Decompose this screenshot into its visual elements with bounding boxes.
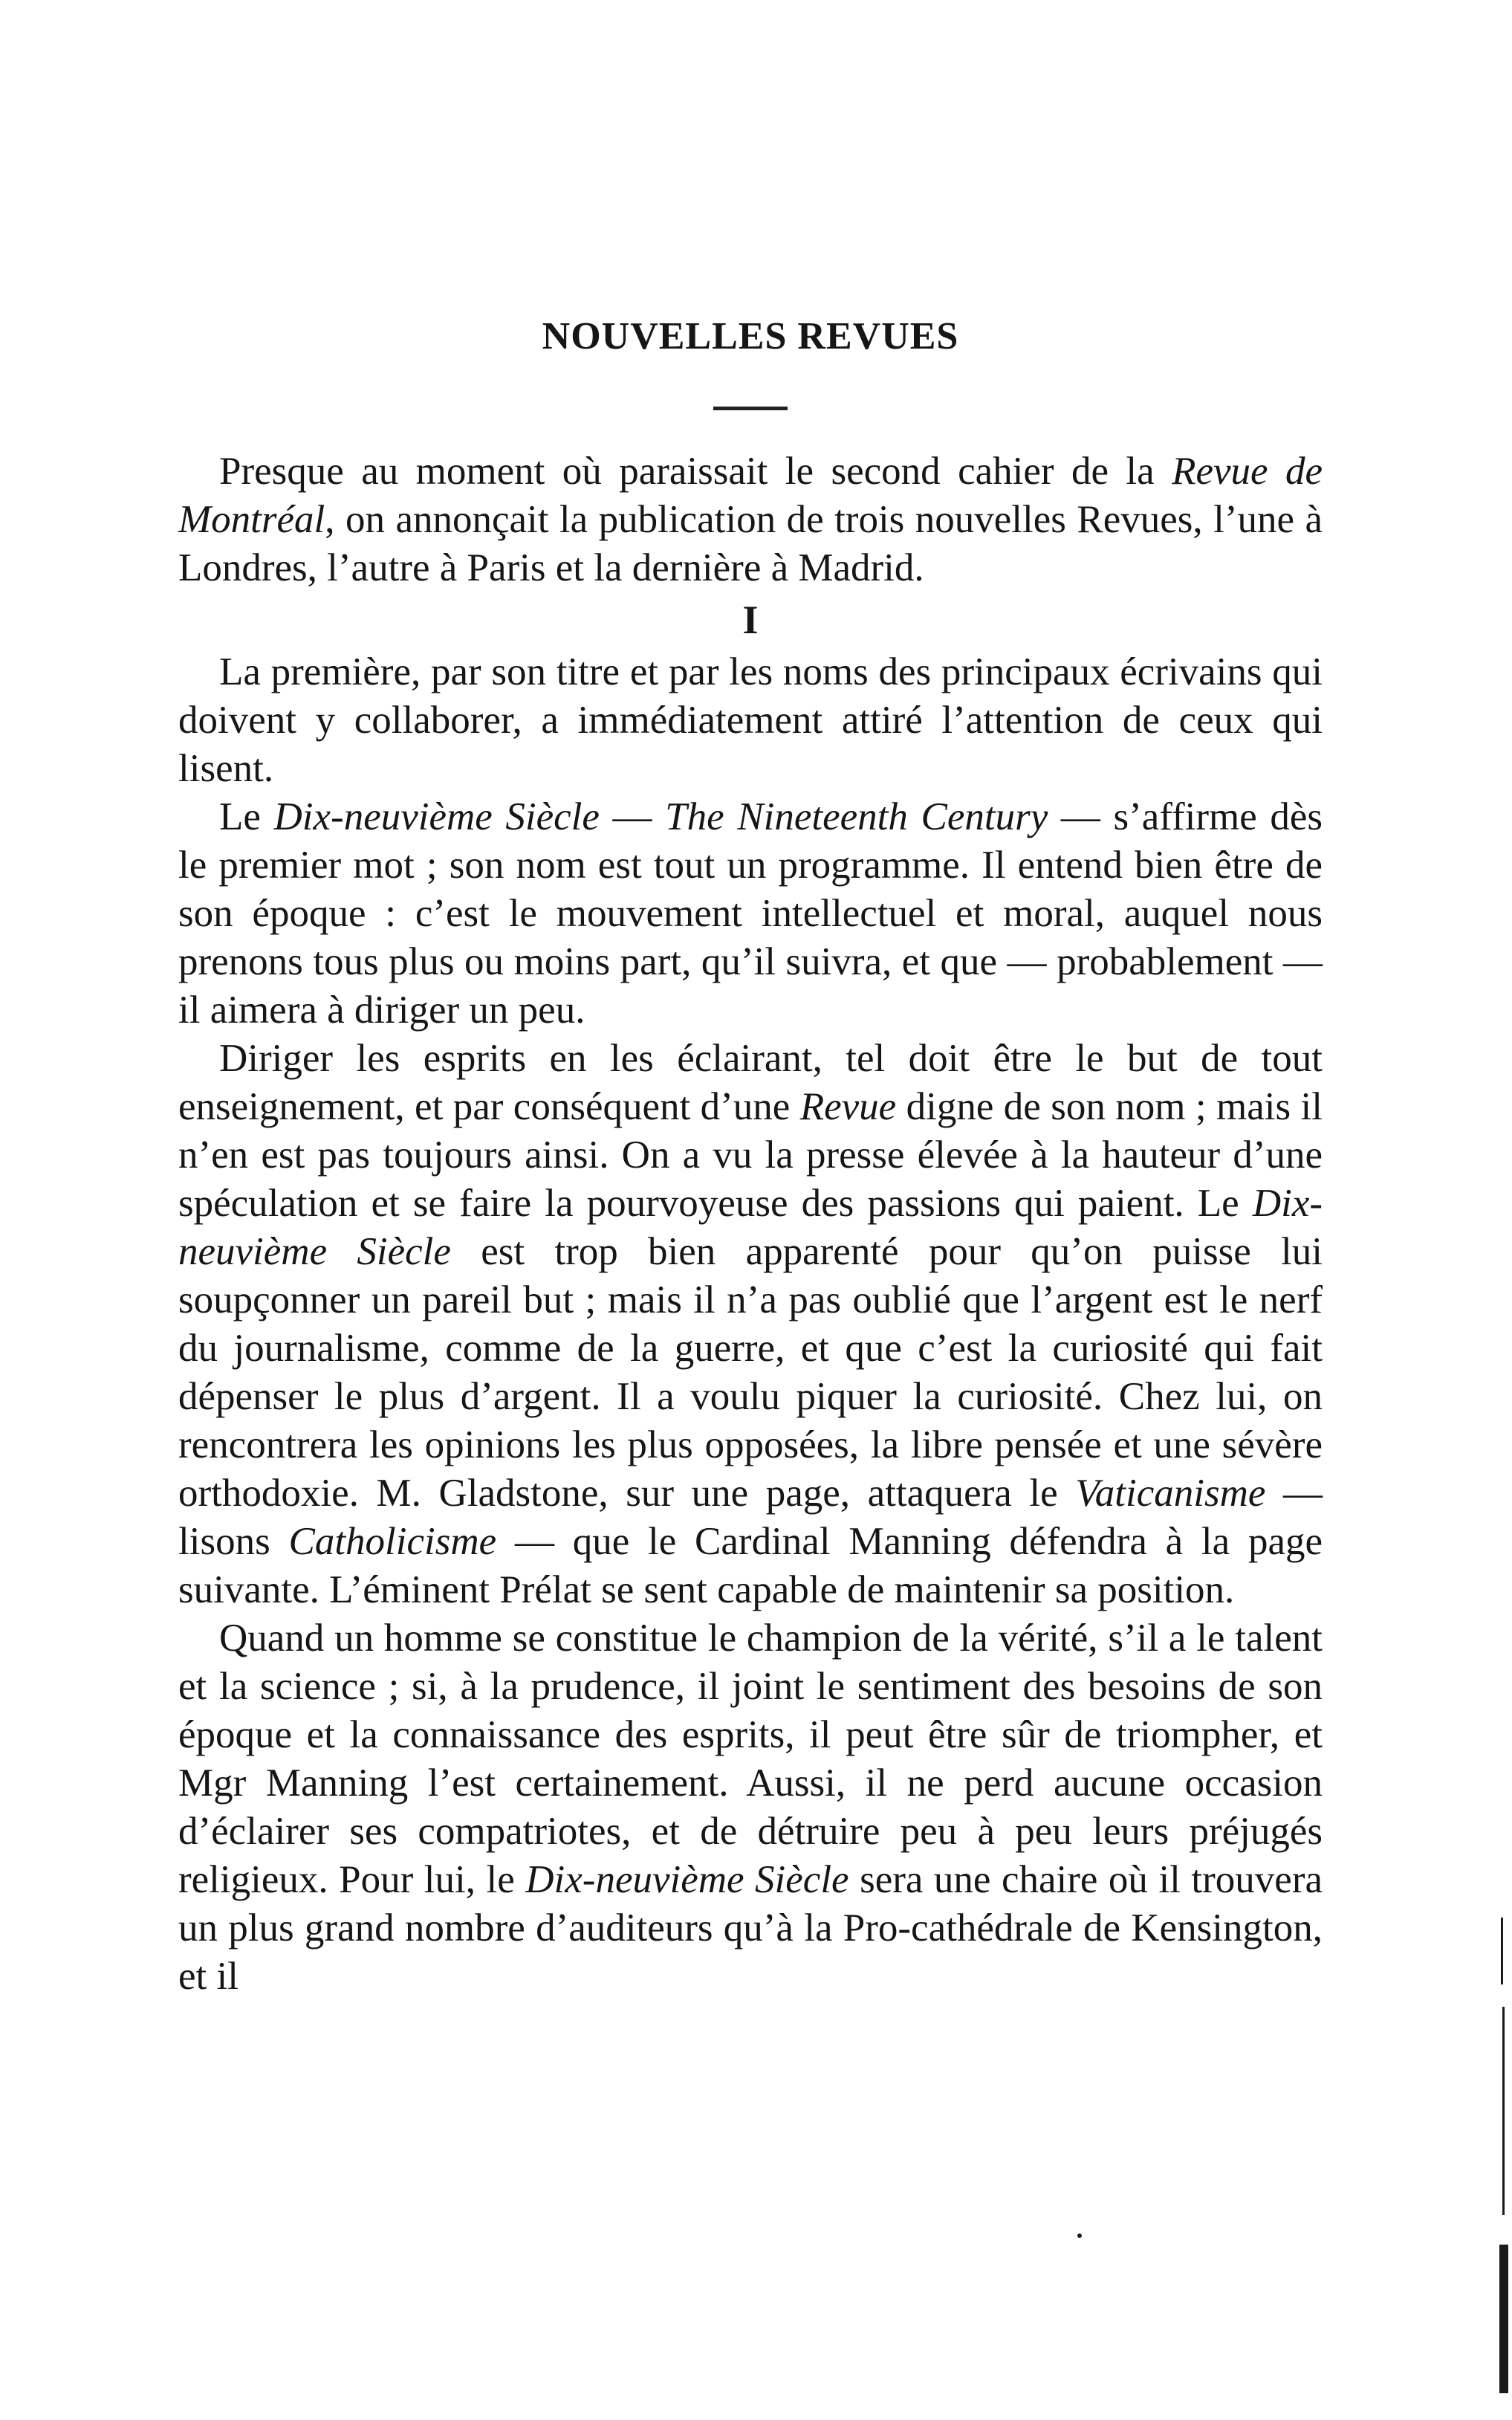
scan-edge-mark	[1499, 2245, 1508, 2393]
page-body	[178, 312, 1323, 2001]
italic-text: Revue de Montréal	[178, 450, 1323, 541]
section-number: I	[742, 598, 759, 642]
scan-edge-mark	[1501, 1918, 1503, 1984]
paragraph	[178, 447, 1323, 592]
paragraph	[178, 648, 1323, 793]
paragraph	[178, 793, 1323, 1035]
paragraph	[178, 1614, 1323, 2001]
italic-text: The Nineteenth Century	[665, 795, 1048, 838]
text-run: sera une chaire où il trouvera un plus grand nombre d’auditeurs qu’à la Pro-cathédrale de Kensington, et il	[178, 1858, 1323, 1998]
scan-dot	[1077, 2233, 1082, 2238]
text-run: — lisons	[178, 1472, 1323, 1563]
text-run: , on annonçait la publication de trois nouvelles Revues, l’une à Londres, l’autre à Paris et la dernière à Madrid.	[178, 498, 1323, 589]
italic-text: Dix-neuvième Siècle	[178, 1182, 1323, 1273]
text-run: digne de son nom ; mais il n’en est pas toujours ainsi. On a vu la presse élevée à la hauteur d’une spéculation et se faire la pourvoyeuse des passions qui paient. Le	[178, 1085, 1323, 1225]
text-run: est trop bien apparenté pour qu’on puisse lui soupçonner un pareil but ; mais il n’a pas oublié que l’argent est le nerf du journalisme, comme de la guerre, et que c’est la curiosité qui fait dépenser le plus d’argent. Il a voulu piquer la curiosité. Chez lui, on rencontrera les opinions les plus opposées, la libre pensée et une sévère orthodoxie. M. Gladstone, sur une page, attaquera le	[178, 1230, 1323, 1515]
italic-text: Vaticanisme	[1075, 1472, 1266, 1515]
text-run: Le	[219, 795, 274, 838]
text-run: Quand un homme se constitue le champion de la vérité, s’il a le talent et la science ; si, à la prudence, il joint le sentiment des besoins de son époque et la connaissance des esprits, il peut être sûr de triompher, et Mgr Manning l’est certainement. Aussi, il ne perd aucune occasion d’éclairer ses compatriotes, et de détruire peu à peu leurs préjugés religieux. Pour lui, le	[178, 1617, 1323, 1901]
title-rule	[713, 407, 788, 410]
italic-text: Revue	[799, 1085, 897, 1128]
text-run: Presque au moment où paraissait le second cahier de la	[219, 450, 1172, 493]
text-run: — que le Cardinal Manning défendra à la page suivante. L’éminent Prélat se sent capable de maintenir sa position.	[178, 1520, 1323, 1611]
text-run: La première, par son titre et par les noms des principaux écrivains qui doivent y collaborer, a immédiatement attiré l’attention de ceux qui lisent.	[178, 650, 1323, 790]
text-run: —	[599, 795, 666, 838]
text-run: — s’affirme dès le premier mot ; son nom est tout un programme. Il entend bien être de son époque : c’est le mouvement intellectuel et moral, auquel nous prenons tous plus ou moins part, qu’il suivra, et que — probablement — il aimera à diriger un peu.	[178, 795, 1323, 1032]
italic-text: Dix-neuvième Siècle	[273, 795, 600, 838]
italic-text: Catholicisme	[288, 1520, 497, 1563]
text-run: Diriger les esprits en les éclairant, tel doit être le but de tout enseignement, et par conséquent d’une	[178, 1037, 1323, 1128]
italic-text: Dix-neuvième Siècle	[525, 1858, 849, 1901]
paragraph	[178, 1035, 1323, 1614]
scan-edge-mark	[1502, 2007, 1505, 2215]
page-title: NOUVELLES REVUES	[542, 315, 959, 358]
